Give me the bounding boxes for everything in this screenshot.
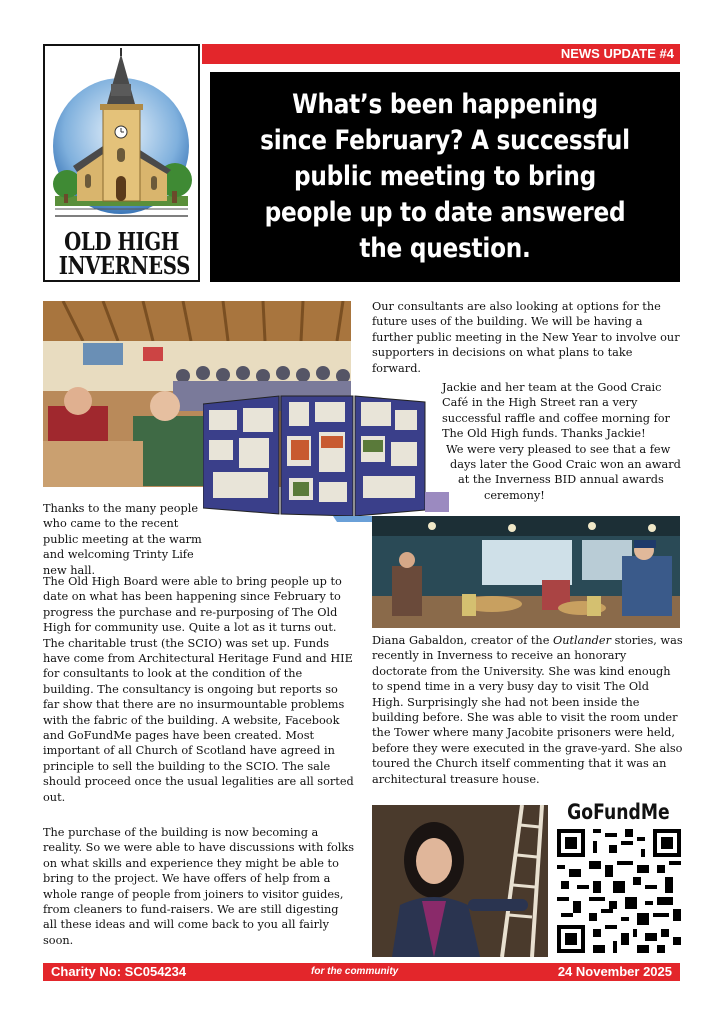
good-craic-cafe-photo xyxy=(372,516,680,628)
charity-number: Charity No: SC054234 xyxy=(51,964,187,979)
footer-bar xyxy=(43,963,680,981)
header-strip xyxy=(202,44,680,64)
old-high-logo xyxy=(43,44,200,282)
logo-title-line1: OLD HIGH xyxy=(64,227,179,256)
diana-gabaldon-photo xyxy=(372,805,548,957)
diana-gabaldon-paragraph: Diana Gabaldon, creator of the Outlander stories, was recently in Inverness to receive an honorary doctorate from the University. She was kind enough to spend time in a very busy day to visit The Old High. Surprisingly she had not been inside the building before. She was able to visit the room under the Tower where many Jacobite prisoners were held, before they were executed in the grave-yard. She also toured the Church itself commenting that it was an architectural treasure house. xyxy=(372,634,683,786)
consultants-paragraph: Our consultants are also looking at options for the future uses of the building. We will be having a further public meeting in the New Year to involve our supporters in decisions on what plans to take forward. xyxy=(372,300,680,375)
footer-tagline: for the community xyxy=(311,966,399,977)
good-craic-paragraph: Jackie and her team at the Good Craic Café in the High Street ran a very successful raffle and coffee morning for The Old High funds. Thanks Jackie! We were very pleased to see that a few days later the Good Craic won an award at the Inverness BID annual awards ceremony! xyxy=(442,381,681,502)
logo-title-line2: INVERNESS xyxy=(58,251,190,280)
headline-box xyxy=(210,72,680,282)
gofundme-label: GoFundMe xyxy=(567,800,670,824)
issue-date: 24 November 2025 xyxy=(557,964,672,979)
purchase-paragraph: The purchase of the building is now becoming a reality. So we were able to have discussions with folks on what skills and experience they might be able to bring to the project. We have offers of help from a whole range of people from joiners to visitor guides, from cleaners to fund-raisers. We are still digesting all these ideas and will come back to you all fairly soon. xyxy=(43,826,355,947)
news-update-badge: NEWS UPDATE #4 xyxy=(560,46,674,61)
headline: What’s been happening since February? A successful public meeting to bring people up to date answered the question. xyxy=(260,89,630,264)
gofundme-qr-code[interactable] xyxy=(557,829,681,953)
meeting-caption: Thanks to the many people who came to the recent public meeting at the warm and welcoming Trinty Life new hall. xyxy=(43,502,202,577)
board-update-paragraph: The Old High Board were able to bring people up to date on what has been happening since February to progress the purchase and re-purposing of The Old High for community use. Quite a lot as it turns out. The charitable trust (the SCIO) was set up. Funds have come from Architectural Heritage Fund and HIE for consultants to look at the condition of the building. The consultancy is ongoing but reports so far show that there are no insurmountable problems with the fabric of the building. A website, Facebook and GoFundMe pages have been created. Most important of all Church of Scotland have agreed in principle to sell the building to the SCIO. The sale should proceed once the usual legalities are all sorted out. xyxy=(43,575,354,804)
